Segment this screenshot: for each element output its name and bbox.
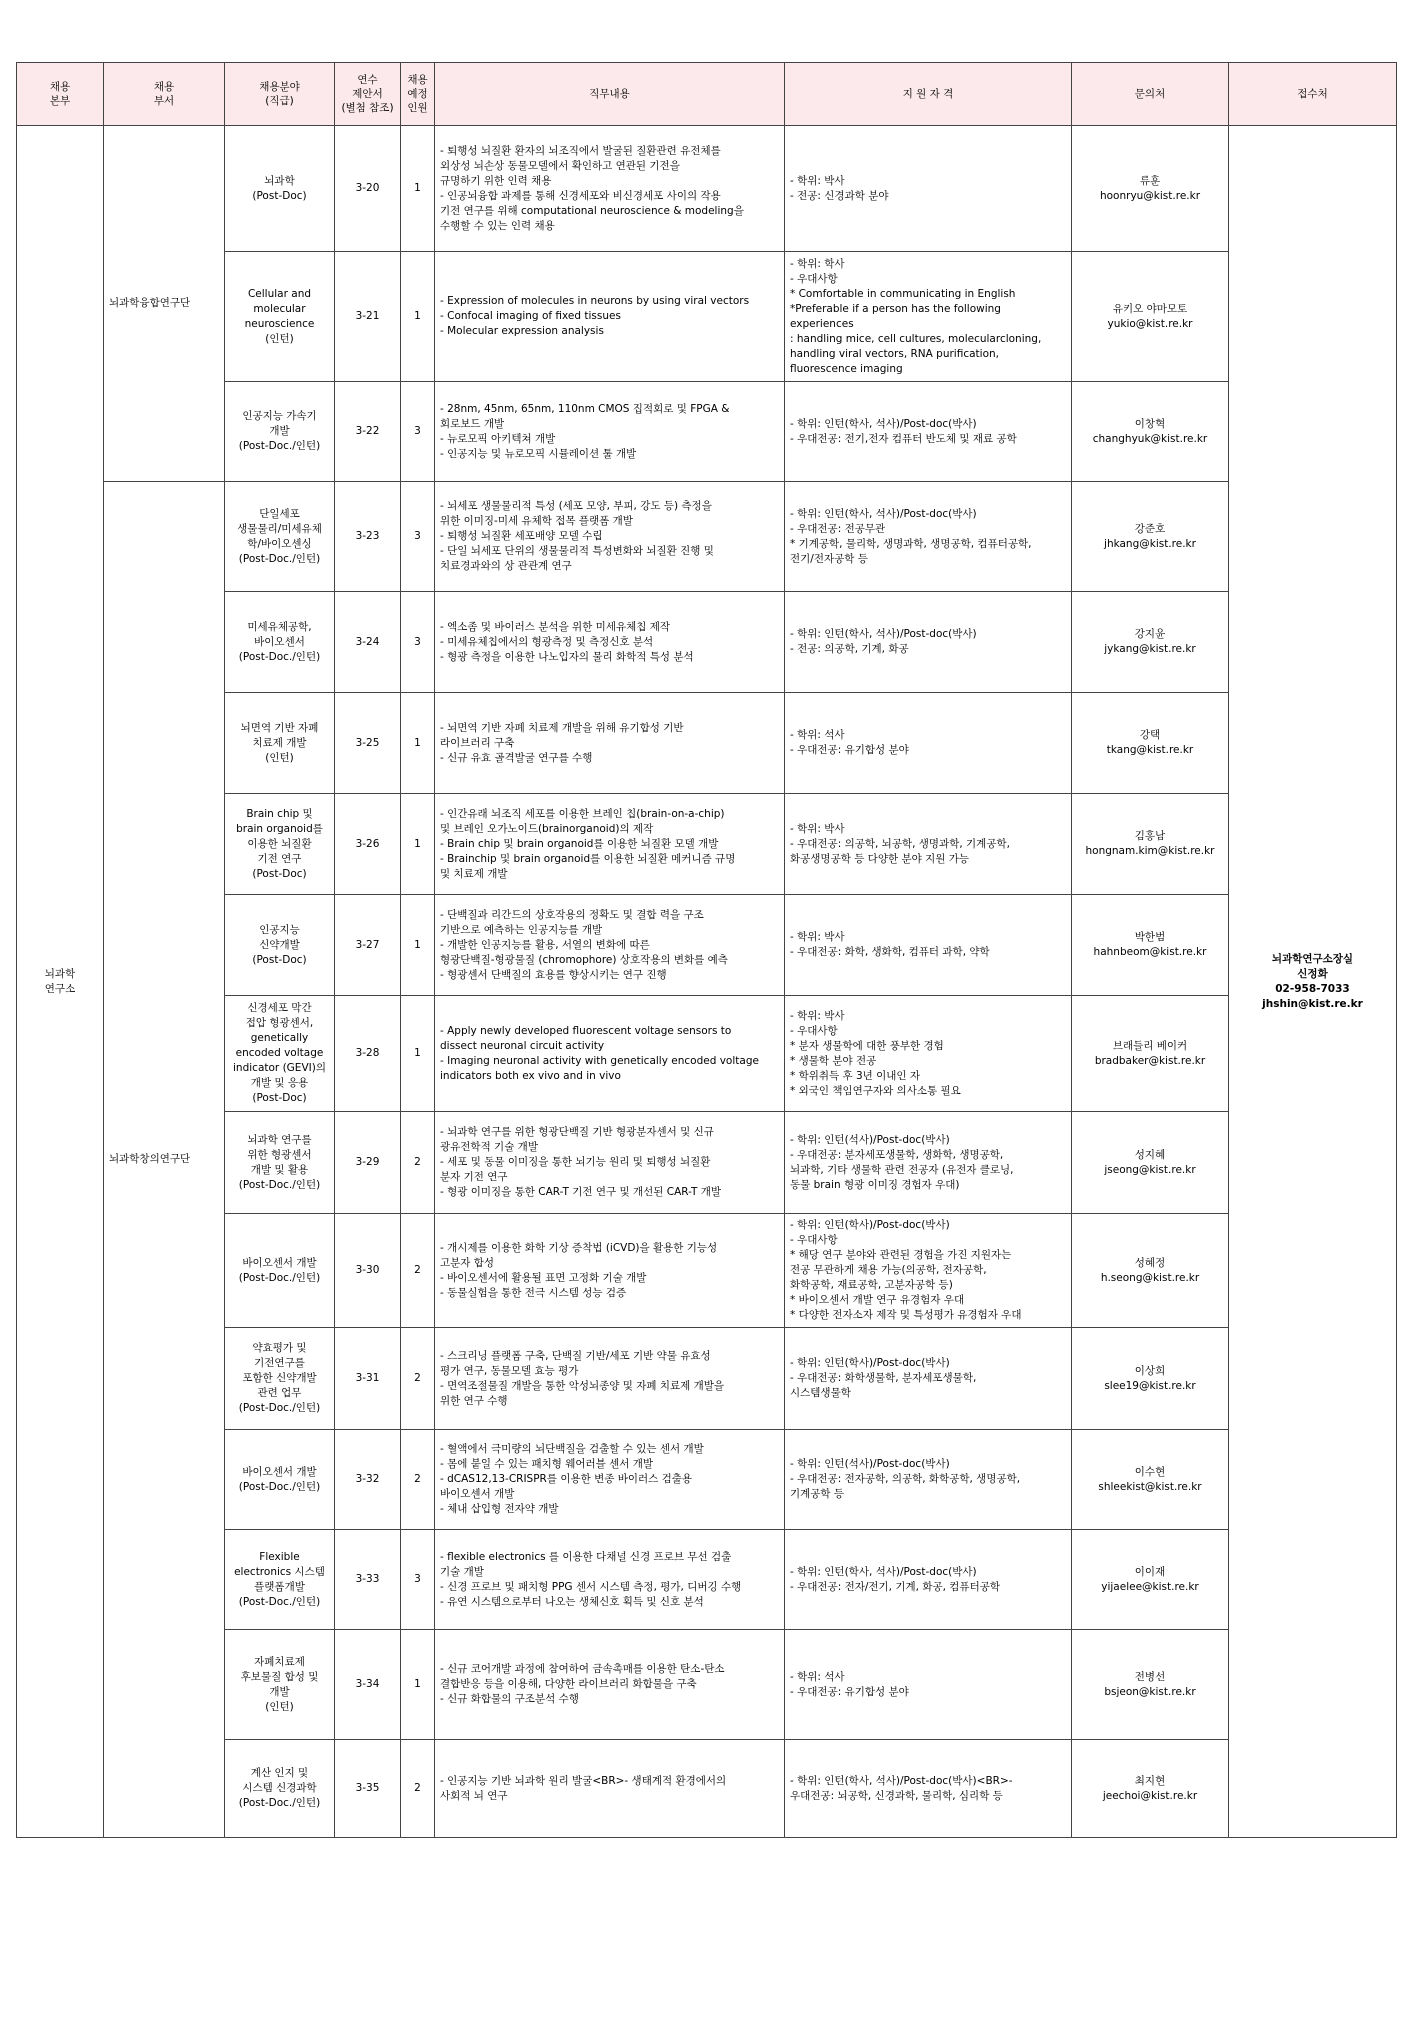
- field-cell: 뇌과학 (Post-Doc): [225, 126, 335, 252]
- code-cell: 3-32: [335, 1430, 401, 1530]
- duty-cell: - Expression of molecules in neurons by using viral vectors - Confocal imaging of fixed tissues - Molecular expression analysis: [435, 252, 785, 382]
- field-cell: 뇌과학 연구를 위한 형광센서 개발 및 활용 (Post-Doc./인턴): [225, 1112, 335, 1214]
- recruitment-table: [16, 62, 1397, 1838]
- contact-cell: 전병선 bsjeon@kist.re.kr: [1072, 1630, 1229, 1740]
- field-cell: 인공지능 가속기 개발 (Post-Doc./인턴): [225, 382, 335, 482]
- header-hq: 채용 본부: [17, 63, 104, 126]
- field-cell: 약효평가 및 기전연구를 포함한 신약개발 관련 업무 (Post-Doc./인턴): [225, 1328, 335, 1430]
- qual-cell: - 학위: 인턴(석사)/Post-doc(박사) - 우대전공: 분자세포생물학, 생화학, 생명공학, 뇌과학, 기타 생물학 관련 전공자 (유전자 클로닝, 동물 brain 형광 이미징 경험자 우대): [785, 1112, 1072, 1214]
- field-cell: 자폐치료제 후보물질 합성 및 개발 (인턴): [225, 1630, 335, 1740]
- contact-cell: 이수현 shleekist@kist.re.kr: [1072, 1430, 1229, 1530]
- qual-cell: - 학위: 학사 - 우대사항 * Comfortable in communicating in English *Preferable if a person has the following experiences : handling mice, cell cultures, molecularcloning, handling viral vectors, RNA purification, fluorescence imaging: [785, 252, 1072, 382]
- count-cell: 2: [401, 1112, 435, 1214]
- field-cell: Cellular and molecular neuroscience (인턴): [225, 252, 335, 382]
- header-field: 채용분야 (직급): [225, 63, 335, 126]
- contact-cell: 이창혁 changhyuk@kist.re.kr: [1072, 382, 1229, 482]
- duty-cell: - 뇌세포 생물물리적 특성 (세포 모양, 부피, 강도 등) 측정을 위한 이미징-미세 유체학 접목 플랫폼 개발 - 퇴행성 뇌질환 세포배양 모델 수립 - 단일 뇌세포 단위의 생물물리적 특성변화와 뇌질환 진행 및 치료경과와의 상 관관계 연구: [435, 482, 785, 592]
- hq-cell: 뇌과학 연구소: [17, 126, 104, 1838]
- code-cell: 3-29: [335, 1112, 401, 1214]
- code-cell: 3-25: [335, 693, 401, 794]
- code-cell: 3-21: [335, 252, 401, 382]
- count-cell: 3: [401, 482, 435, 592]
- qual-cell: - 학위: 석사 - 우대전공: 유기합성 분야: [785, 693, 1072, 794]
- count-cell: 1: [401, 1630, 435, 1740]
- duty-cell: - 신규 코어개발 과정에 참여하여 금속촉매를 이용한 탄소-탄소 결합반응 등을 이용해, 다양한 라이브러리 화합물을 구축 - 신규 화합물의 구조분석 수행: [435, 1630, 785, 1740]
- code-cell: 3-27: [335, 895, 401, 996]
- qual-cell: - 학위: 인턴(학사, 석사)/Post-doc(박사)<BR>- 우대전공: 뇌공학, 신경과학, 물리학, 심리학 등: [785, 1740, 1072, 1838]
- header-receipt: 접수처: [1229, 63, 1397, 126]
- header-contact: 문의처: [1072, 63, 1229, 126]
- field-cell: 미세유체공학, 바이오센서 (Post-Doc./인턴): [225, 592, 335, 693]
- duty-cell: - 혈액에서 극미량의 뇌단백질을 검출할 수 있는 센서 개발 - 몸에 붙일 수 있는 패치형 웨어러블 센서 개발 - dCAS12,13-CRISPR를 이용한 변종 바이러스 검출용 바이오센서 개발 - 체내 삽입형 전자약 개발: [435, 1430, 785, 1530]
- qual-cell: - 학위: 인턴(학사)/Post-doc(박사) - 우대사항 * 해당 연구 분야와 관련된 경험을 가진 지원자는 전공 무관하게 채용 가능(의공학, 전자공학, 화학공학, 재료공학, 고분자공학 등) * 바이오센서 개발 연구 유경험자 우대 * 다양한 전자소자 제작 및 특성평가 유경험자 우대: [785, 1214, 1072, 1328]
- header-dept: 채용 부서: [104, 63, 225, 126]
- count-cell: 3: [401, 592, 435, 693]
- header-count: 채용 예정 인원: [401, 63, 435, 126]
- count-cell: 2: [401, 1740, 435, 1838]
- qual-cell: - 학위: 인턴(학사, 석사)/Post-doc(박사) - 우대전공: 전기,전자 컴퓨터 반도체 및 재료 공학: [785, 382, 1072, 482]
- contact-cell: 이상희 slee19@kist.re.kr: [1072, 1328, 1229, 1430]
- count-cell: 1: [401, 693, 435, 794]
- code-cell: 3-22: [335, 382, 401, 482]
- duty-cell: - 단백질과 리간드의 상호작용의 정확도 및 결합 력을 구조 기반으로 예측하는 인공지능를 개발 - 개발한 인공지능를 활용, 서열의 변화에 따른 형광단백질-형광물질 (chromophore) 상호작용의 변화를 예측 - 형광센서 단백질의 효용를 향상시키는 연구 진행: [435, 895, 785, 996]
- duty-cell: - 뇌과학 연구를 위한 형광단백질 기반 형광분자센서 및 신규 광유전학적 기술 개발 - 세포 및 동물 이미징을 통한 뇌기능 원리 및 퇴행성 뇌질환 분자 기전 연구 - 형광 이미징을 통한 CAR-T 기전 연구 및 개선된 CAR-T 개발: [435, 1112, 785, 1214]
- duty-cell: - 인간유래 뇌조직 세포를 이용한 브레인 칩(brain-on-a-chip) 및 브레인 오가노이드(brainorganoid)의 제작 - Brain chip 및 brain organoid를 이용한 뇌질환 모델 개발 - Brainchip 및 brain organoid를 이용한 뇌질환 메커니즘 규명 및 치료제 개발: [435, 794, 785, 895]
- contact-cell: 강택 tkang@kist.re.kr: [1072, 693, 1229, 794]
- table-row: [17, 482, 1397, 592]
- header-duty: 직무내용: [435, 63, 785, 126]
- code-cell: 3-33: [335, 1530, 401, 1630]
- qual-cell: - 학위: 석사 - 우대전공: 유기합성 분야: [785, 1630, 1072, 1740]
- count-cell: 1: [401, 895, 435, 996]
- contact-cell: 유키오 야마모토 yukio@kist.re.kr: [1072, 252, 1229, 382]
- count-cell: 1: [401, 996, 435, 1112]
- code-cell: 3-26: [335, 794, 401, 895]
- duty-cell: - 28nm, 45nm, 65nm, 110nm CMOS 집적회로 및 FPGA & 회로보드 개발 - 뉴로모픽 아키텍쳐 개발 - 인공지능 및 뉴로모픽 시뮬레이션 툴 개발: [435, 382, 785, 482]
- count-cell: 1: [401, 794, 435, 895]
- dept-cell: 뇌과학융합연구단: [104, 126, 225, 482]
- duty-cell: - 엑소좀 및 바이러스 분석을 위한 미세유체칩 제작 - 미세유체칩에서의 형광측정 및 측정신호 분석 - 형광 측정을 이용한 나노입자의 물리 화학적 특성 분석: [435, 592, 785, 693]
- header-qual: 지 원 자 격: [785, 63, 1072, 126]
- field-cell: 단일세포 생물물리/미세유체 학/바이오센싱 (Post-Doc./인턴): [225, 482, 335, 592]
- contact-cell: 류훈 hoonryu@kist.re.kr: [1072, 126, 1229, 252]
- qual-cell: - 학위: 인턴(학사, 석사)/Post-doc(박사) - 우대전공: 전공무관 * 기계공학, 물리학, 생명과학, 생명공학, 컴퓨터공학, 전기/전자공학 등: [785, 482, 1072, 592]
- count-cell: 2: [401, 1430, 435, 1530]
- receipt-cell: 뇌과학연구소장실 신정화 02-958-7033 jhshin@kist.re.kr: [1229, 126, 1397, 1838]
- code-cell: 3-24: [335, 592, 401, 693]
- contact-cell: 강지윤 jykang@kist.re.kr: [1072, 592, 1229, 693]
- code-cell: 3-23: [335, 482, 401, 592]
- duty-cell: - flexible electronics 를 이용한 다채널 신경 프로브 무선 검출 기술 개발 - 신경 프로브 및 패치형 PPG 센서 시스템 측정, 평가, 디버깅 수행 - 유연 시스템으로부터 나오는 생체신호 획득 및 신호 분석: [435, 1530, 785, 1630]
- qual-cell: - 학위: 박사 - 전공: 신경과학 분야: [785, 126, 1072, 252]
- qual-cell: - 학위: 인턴(학사, 석사)/Post-doc(박사) - 우대전공: 전자/전기, 기계, 화공, 컴퓨터공학: [785, 1530, 1072, 1630]
- code-cell: 3-30: [335, 1214, 401, 1328]
- header-code: 연수 제안서 (별첨 참조): [335, 63, 401, 126]
- dept-cell: 뇌과학창의연구단: [104, 482, 225, 1838]
- qual-cell: - 학위: 박사 - 우대사항 * 분자 생물학에 대한 풍부한 경험 * 생물학 분야 전공 * 학위취득 후 3년 이내인 자 * 외국인 책임연구자와 의사소통 필요: [785, 996, 1072, 1112]
- contact-cell: 이이재 yijaelee@kist.re.kr: [1072, 1530, 1229, 1630]
- qual-cell: - 학위: 박사 - 우대전공: 화학, 생화학, 컴퓨터 과학, 약학: [785, 895, 1072, 996]
- contact-cell: 브래들리 베이커 bradbaker@kist.re.kr: [1072, 996, 1229, 1112]
- contact-cell: 박한범 hahnbeom@kist.re.kr: [1072, 895, 1229, 996]
- count-cell: 2: [401, 1214, 435, 1328]
- duty-cell: - 인공지능 기반 뇌과학 원리 발굴<BR>- 생태계적 환경에서의 사회적 뇌 연구: [435, 1740, 785, 1838]
- code-cell: 3-28: [335, 996, 401, 1112]
- code-cell: 3-34: [335, 1630, 401, 1740]
- code-cell: 3-20: [335, 126, 401, 252]
- duty-cell: - 뇌면역 기반 자폐 치료제 개발을 위해 유기합성 기반 라이브러리 구축 - 신규 유효 골격발굴 연구를 수행: [435, 693, 785, 794]
- field-cell: 바이오센서 개발 (Post-Doc./인턴): [225, 1430, 335, 1530]
- qual-cell: - 학위: 인턴(학사)/Post-doc(박사) - 우대전공: 화학생물학, 분자세포생물학, 시스템생물학: [785, 1328, 1072, 1430]
- field-cell: 인공지능 신약개발 (Post-Doc): [225, 895, 335, 996]
- qual-cell: - 학위: 인턴(학사, 석사)/Post-doc(박사) - 전공: 의공학, 기계, 화공: [785, 592, 1072, 693]
- contact-cell: 강준호 jhkang@kist.re.kr: [1072, 482, 1229, 592]
- contact-cell: 성지혜 jseong@kist.re.kr: [1072, 1112, 1229, 1214]
- duty-cell: - 스크리닝 플랫폼 구축, 단백질 기반/세포 기반 약물 유효성 평가 연구, 동물모델 효능 평가 - 면역조절물질 개발을 통한 악성뇌종양 및 자폐 치료제 개발을 위한 연구 수행: [435, 1328, 785, 1430]
- field-cell: 신경세포 막간 접압 형광센서, genetically encoded voltage indicator (GEVI)의 개발 및 응용 (Post-Doc): [225, 996, 335, 1112]
- contact-cell: 성혜정 h.seong@kist.re.kr: [1072, 1214, 1229, 1328]
- count-cell: 1: [401, 126, 435, 252]
- qual-cell: - 학위: 인턴(석사)/Post-doc(박사) - 우대전공: 전자공학, 의공학, 화학공학, 생명공학, 기계공학 등: [785, 1430, 1072, 1530]
- count-cell: 2: [401, 1328, 435, 1430]
- header-row: [17, 63, 1397, 126]
- code-cell: 3-31: [335, 1328, 401, 1430]
- field-cell: Brain chip 및 brain organoid를 이용한 뇌질환 기전 연구 (Post-Doc): [225, 794, 335, 895]
- field-cell: 뇌면역 기반 자폐 치료제 개발 (인턴): [225, 693, 335, 794]
- field-cell: Flexible electronics 시스템 플랫폼개발 (Post-Doc./인턴): [225, 1530, 335, 1630]
- code-cell: 3-35: [335, 1740, 401, 1838]
- table-row: [17, 126, 1397, 252]
- contact-cell: 최지현 jeechoi@kist.re.kr: [1072, 1740, 1229, 1838]
- count-cell: 3: [401, 382, 435, 482]
- contact-cell: 김홍남 hongnam.kim@kist.re.kr: [1072, 794, 1229, 895]
- duty-cell: - 퇴행성 뇌질환 환자의 뇌조직에서 발굴된 질환관련 유전체를 외상성 뇌손상 동물모델에서 확인하고 연관된 기전을 규명하기 위한 인력 채용 - 인공뇌융합 과제를 통해 신경세포와 비신경세포 사이의 작용 기전 연구를 위해 computational neuroscience & modeling을 수행할 수 있는 인력 채용: [435, 126, 785, 252]
- duty-cell: - Apply newly developed fluorescent voltage sensors to dissect neuronal circuit activity - Imaging neuronal activity with genetically encoded voltage indicators both ex vivo and in vivo: [435, 996, 785, 1112]
- qual-cell: - 학위: 박사 - 우대전공: 의공학, 뇌공학, 생명과학, 기계공학, 화공생명공학 등 다양한 분야 지원 가능: [785, 794, 1072, 895]
- count-cell: 3: [401, 1530, 435, 1630]
- field-cell: 바이오센서 개발 (Post-Doc./인턴): [225, 1214, 335, 1328]
- field-cell: 계산 인지 및 시스템 신경과학 (Post-Doc./인턴): [225, 1740, 335, 1838]
- duty-cell: - 개시제를 이용한 화학 기상 증착법 (iCVD)을 활용한 기능성 고분자 합성 - 바이오센서에 활용될 표면 고정화 기술 개발 - 동물실험을 통한 전극 시스템 성능 검증: [435, 1214, 785, 1328]
- count-cell: 1: [401, 252, 435, 382]
